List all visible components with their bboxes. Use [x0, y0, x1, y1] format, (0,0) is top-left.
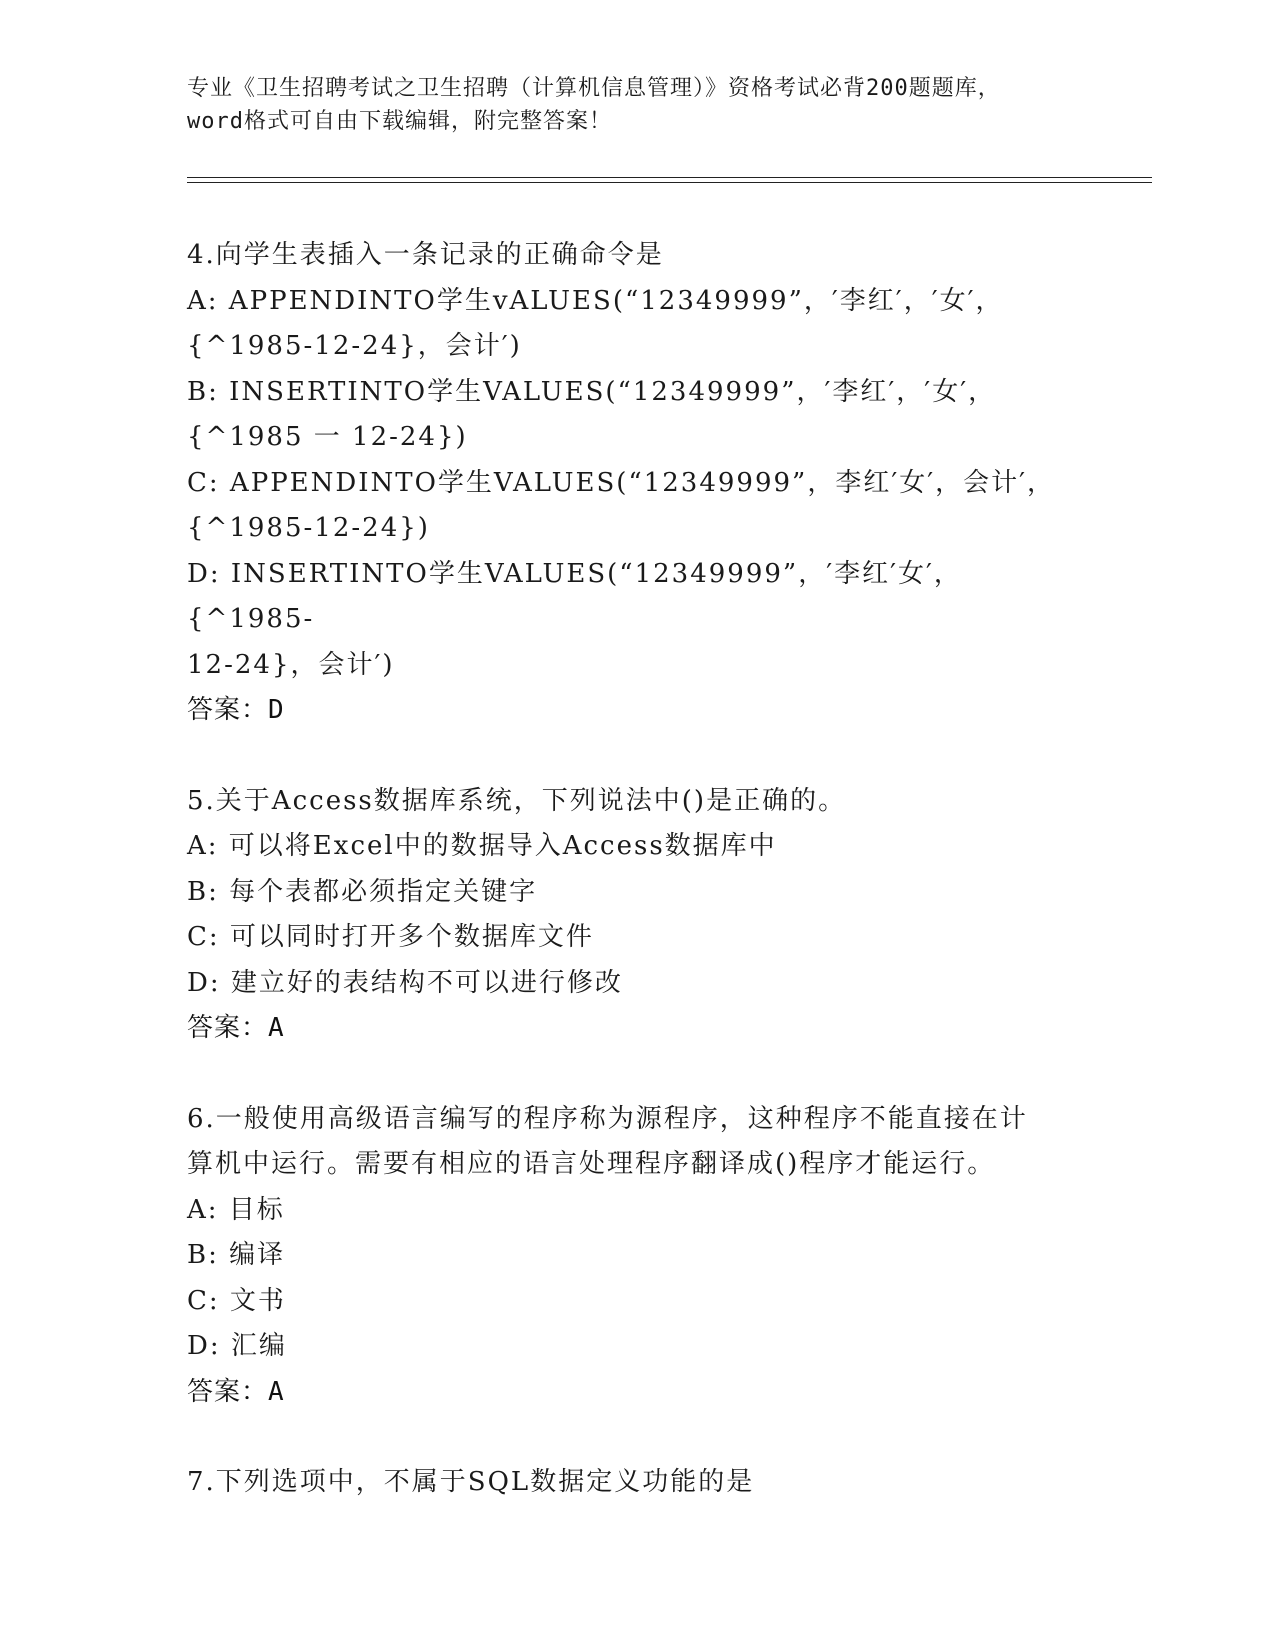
- option-line: B: 每个表都必须指定关键字: [187, 876, 538, 907]
- option-line: C: 可以同时打开多个数据库文件: [187, 922, 594, 952]
- option-line: 12-24}，会计′): [187, 649, 395, 680]
- answer-line: 答案：D: [187, 695, 285, 725]
- option-line: D: INSERTINTO学生VALUES(“12349999”，′李红′女′，{^1985-: [187, 558, 962, 634]
- question-stem: 7.下列选项中，不属于SQL数据定义功能的是: [187, 1467, 755, 1497]
- header-line-2: word格式可自由下载编辑，附完整答案！: [187, 109, 612, 134]
- answer-line: 答案：A: [187, 1013, 285, 1043]
- document-header: [187, 72, 1087, 138]
- question-list: [187, 233, 1087, 1551]
- option-line: C: 文书: [187, 1285, 286, 1316]
- option-line: A: 可以将Excel中的数据导入Access数据库中: [187, 831, 777, 861]
- question-block: [187, 779, 1087, 1052]
- question-stem: 6.一般使用高级语言编写的程序称为源程序，这种程序不能直接在计: [187, 1103, 1028, 1134]
- header-divider-top: [187, 177, 1152, 178]
- question-stem: 5.关于Access数据库系统，下列说法中()是正确的。: [187, 785, 847, 816]
- answer-line: 答案：A: [187, 1376, 285, 1407]
- option-line: A: 目标: [187, 1194, 285, 1225]
- option-line: {^1985-12-24}): [187, 513, 430, 543]
- question-block: [187, 233, 1087, 734]
- question-block: [187, 1460, 1087, 1506]
- option-line: {^1985 一 12-24}): [187, 422, 468, 452]
- option-line: A: APPENDINTO学生vALUES(“12349999”，′李红′，′女′，: [187, 285, 1004, 316]
- option-line: B: 编译: [187, 1240, 286, 1270]
- option-line: D: 汇编: [187, 1331, 287, 1361]
- option-line: C: APPENDINTO学生VALUES(“12349999”，李红′女′，会计′，: [187, 467, 1056, 498]
- question-stem: 4.向学生表插入一条记录的正确命令是: [187, 240, 664, 270]
- option-line: {^1985-12-24}，会计′): [187, 331, 522, 361]
- header-divider-bottom: [187, 182, 1152, 183]
- question-stem: 算机中运行。需要有相应的语言处理程序翻译成()程序才能运行。: [187, 1149, 996, 1179]
- option-line: B: INSERTINTO学生VALUES(“12349999”，′李红′，′女′，: [187, 376, 997, 407]
- question-block: [187, 1097, 1087, 1416]
- header-line-1: 专业《卫生招聘考试之卫生招聘（计算机信息管理）》资格考试必背200题题库，: [187, 76, 1001, 101]
- option-line: D: 建立好的表结构不可以进行修改: [187, 967, 623, 998]
